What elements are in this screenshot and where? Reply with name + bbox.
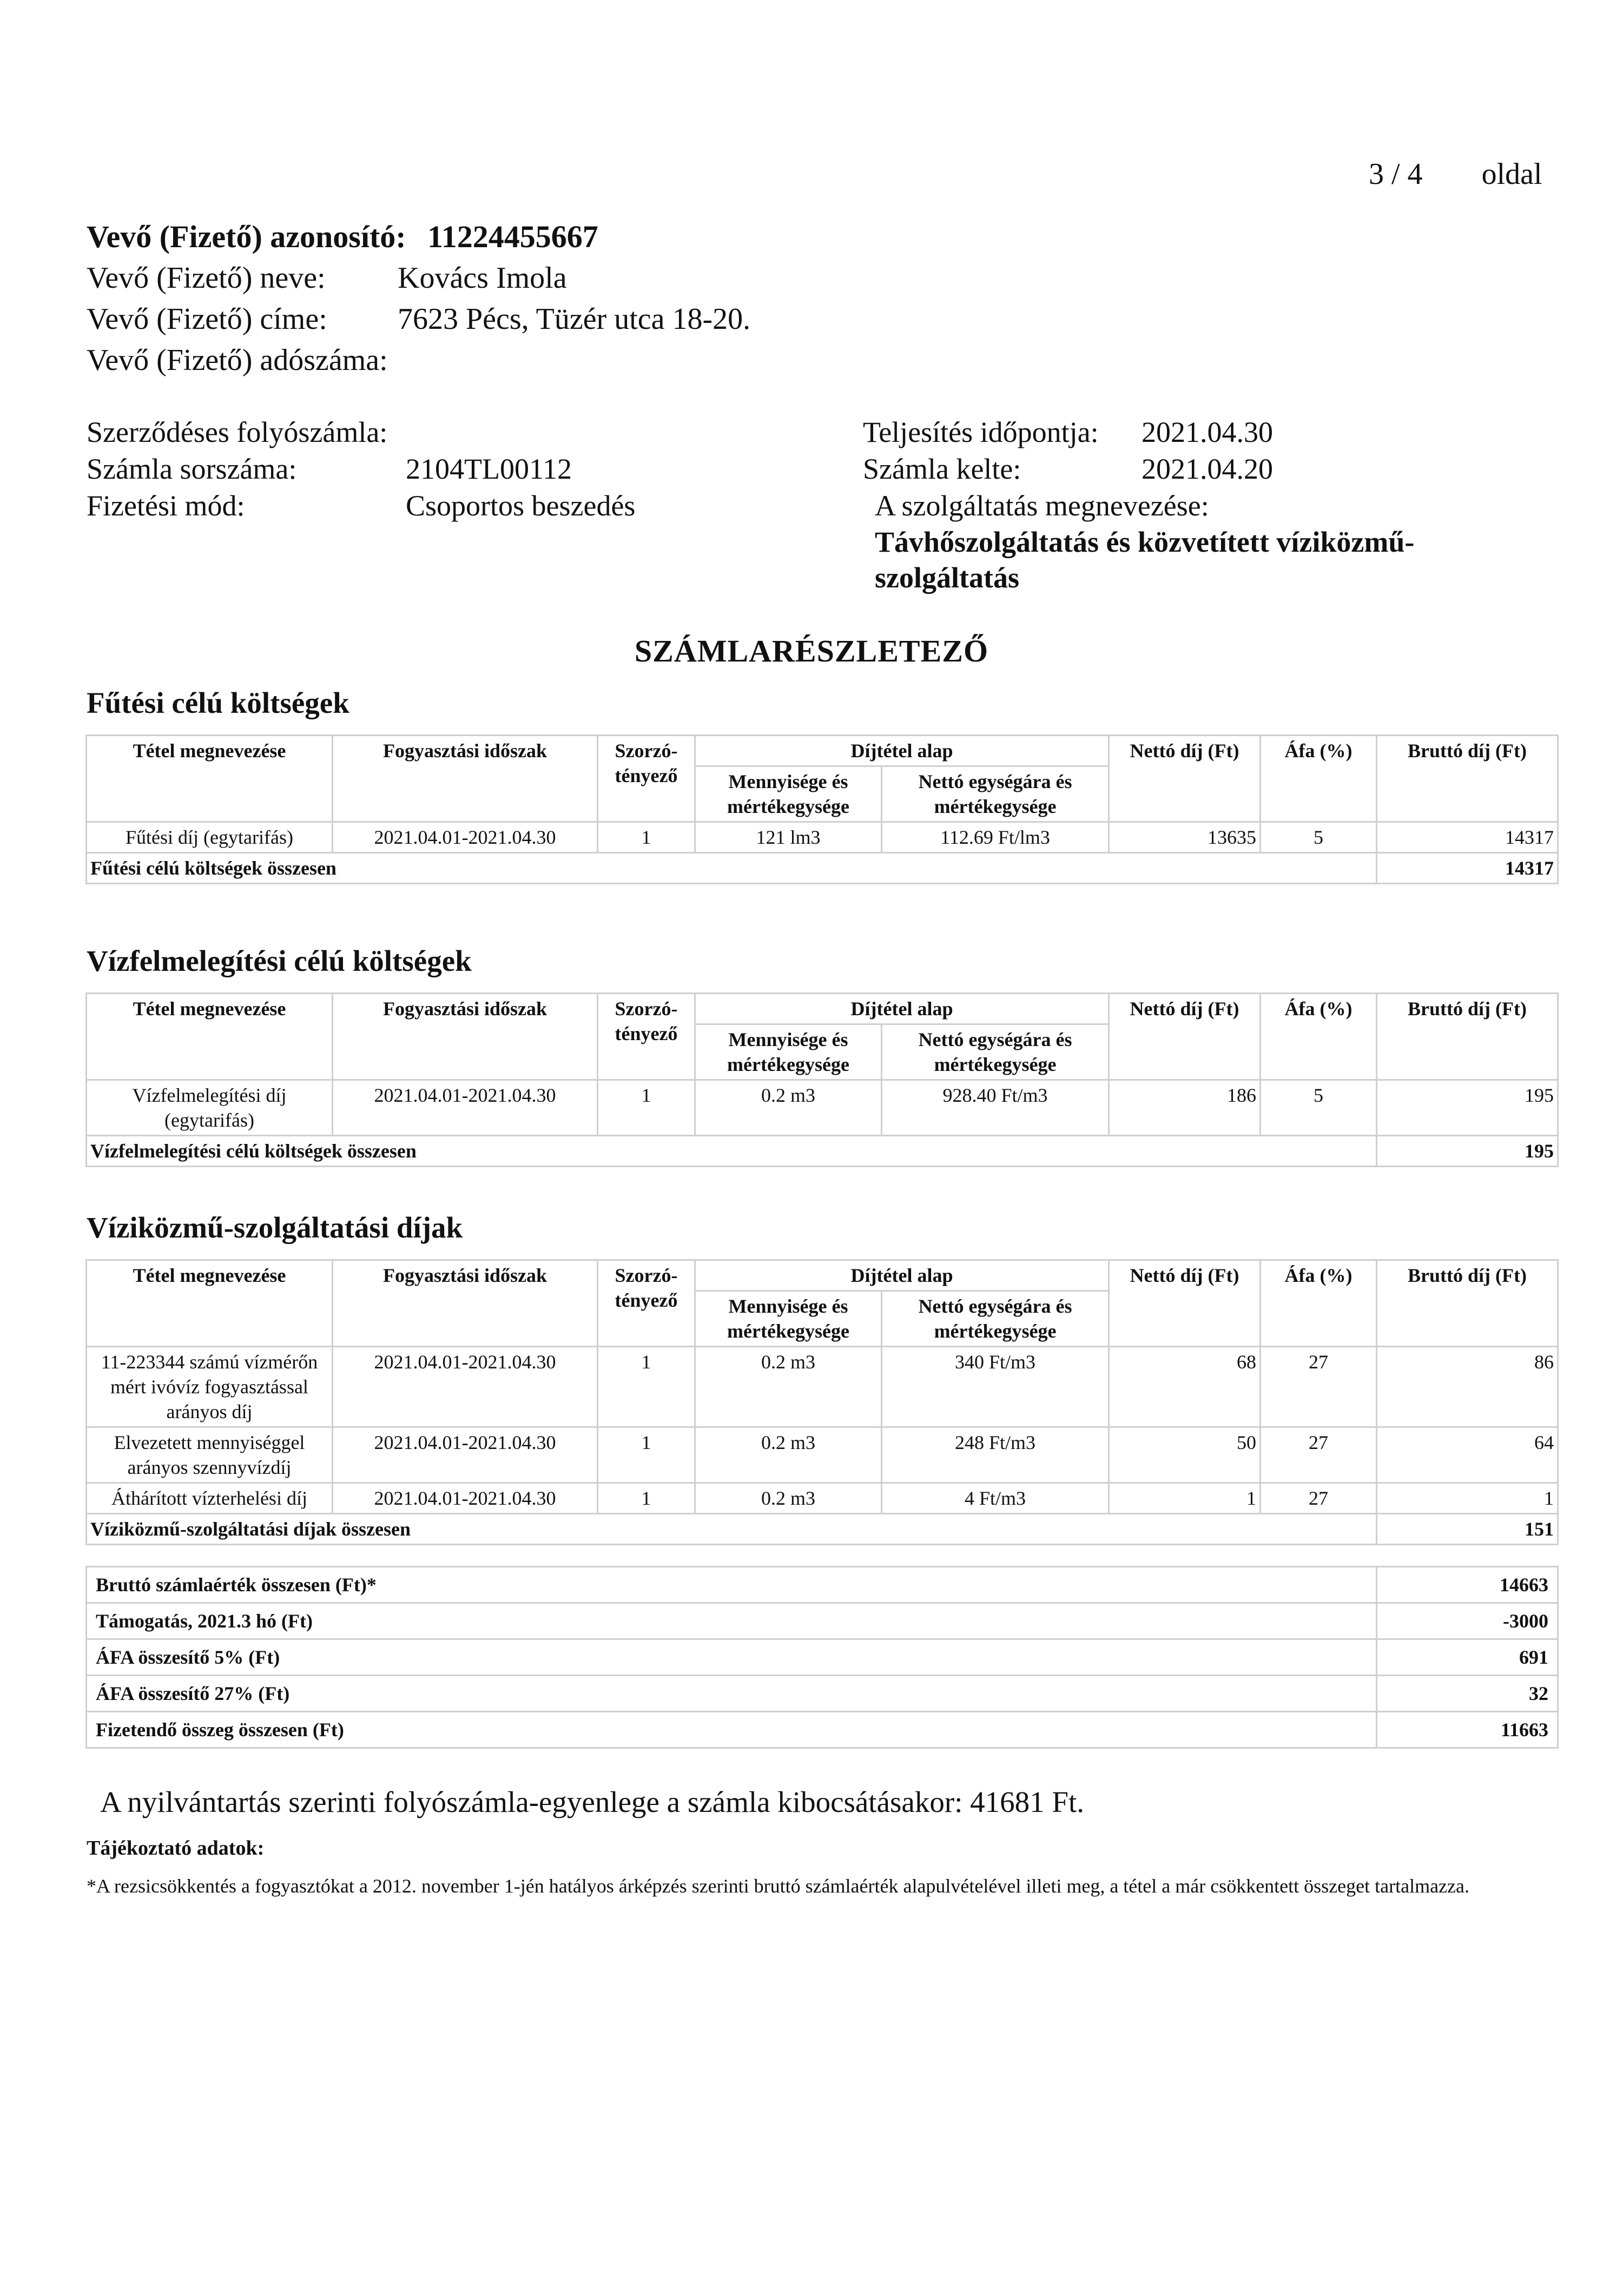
- buyer-tax-row: [87, 340, 750, 381]
- cell-net: 1: [1109, 1483, 1261, 1514]
- page-label: oldal: [1481, 157, 1542, 191]
- cell-vat: 27: [1261, 1427, 1377, 1483]
- cell-period: 2021.04.01-2021.04.30: [333, 1080, 598, 1136]
- cell-net: 68: [1109, 1347, 1261, 1427]
- header-rate-base: Díjtétel alap: [695, 1260, 1109, 1291]
- summary-row: [87, 1603, 1558, 1639]
- completion-row: [863, 414, 1524, 451]
- notes-text: *A rezsicsökkentés a fogyasztókat a 2012. november 1-jén hatályos árképzés szerinti bruttó számlaérték alapulvételével illeti meg, a tétel a már csökkentett összeget tartalmazza.: [87, 1875, 1469, 1897]
- table-header-row: [87, 736, 1558, 766]
- cell-multiplier: 1: [598, 1483, 695, 1514]
- cell-item: 11-223344 számú vízmérőn mért ivóvíz fogyasztással arányos díj: [87, 1347, 333, 1427]
- buyer-tax-label: Vevő (Fizető) adószáma:: [87, 343, 388, 377]
- buyer-id-label: Vevő (Fizető) azonosító:: [87, 219, 406, 254]
- summary-row: [87, 1567, 1558, 1603]
- table-header-row: [87, 1260, 1558, 1291]
- header-multiplier: Szorzó-tényező: [598, 1260, 695, 1347]
- summary-value: -3000: [1377, 1603, 1558, 1639]
- invoice-number: 2104TL00112: [406, 453, 572, 485]
- buyer-name-label: Vevő (Fizető) neve:: [87, 261, 326, 295]
- completion-date: 2021.04.30: [1142, 416, 1273, 448]
- cell-quantity: 0.2 m3: [695, 1483, 882, 1514]
- total-label: Vízfelmelegítési célú költségek összesen: [87, 1136, 1377, 1167]
- invoice-number-label: Számla sorszáma:: [87, 453, 297, 485]
- notes-title: Tájékoztató adatok:: [87, 1837, 265, 1860]
- header-quantity: Mennyisége és mértékegysége: [695, 1024, 882, 1080]
- header-item: Tétel megnevezése: [87, 1260, 333, 1347]
- document-title: SZÁMLARÉSZLETEZŐ: [634, 633, 989, 669]
- header-gross: Bruttó díj (Ft): [1377, 736, 1558, 822]
- cell-quantity: 0.2 m3: [695, 1427, 882, 1483]
- invoice-info-left: [87, 414, 635, 524]
- summary-row: [87, 1639, 1558, 1676]
- cell-vat: 27: [1261, 1347, 1377, 1427]
- cell-net: 13635: [1109, 822, 1261, 853]
- payment-method: Csoportos beszedés: [406, 489, 636, 522]
- header-net: Nettó díj (Ft): [1109, 736, 1261, 822]
- summary-table: [85, 1566, 1559, 1749]
- header-rate-base: Díjtétel alap: [695, 736, 1109, 766]
- summary-label: ÁFA összesítő 5% (Ft): [87, 1639, 1377, 1676]
- account-balance: A nyilvántartás szerinti folyószámla-egyenlege a számla kibocsátásakor: 41681 Ft.: [100, 1785, 1085, 1818]
- cell-period: 2021.04.01-2021.04.30: [333, 822, 598, 853]
- service-label: A szolgáltatás megnevezése:: [875, 489, 1209, 522]
- table-total-row: [87, 1136, 1558, 1167]
- buyer-name: Kovács Imola: [398, 261, 567, 295]
- header-unit-price: Nettó egységára és mértékegysége: [882, 1024, 1109, 1080]
- total-label: Víziközmű-szolgáltatási díjak összesen: [87, 1514, 1377, 1545]
- cell-gross: 1: [1377, 1483, 1558, 1514]
- header-quantity: Mennyisége és mértékegysége: [695, 766, 882, 822]
- header-gross: Bruttó díj (Ft): [1377, 1260, 1558, 1347]
- table-row: [87, 1427, 1558, 1483]
- cell-item: Elvezetett mennyiséggel arányos szennyvízdíj: [87, 1427, 333, 1483]
- table-row: [87, 822, 1558, 853]
- header-period: Fogyasztási időszak: [333, 736, 598, 822]
- cell-unit-price: 112.69 Ft/lm3: [882, 822, 1109, 853]
- account-row: [87, 414, 635, 451]
- header-vat: Áfa (%): [1261, 994, 1377, 1080]
- table-total-row: [87, 853, 1558, 884]
- cell-net: 186: [1109, 1080, 1261, 1136]
- buyer-info: [87, 216, 750, 381]
- section-title-water-heating: Vízfelmelegítési célú költségek: [87, 944, 472, 977]
- header-vat: Áfa (%): [1261, 736, 1377, 822]
- cell-item: Áthárított vízterhelési díj: [87, 1483, 333, 1514]
- total-value: 195: [1377, 1136, 1558, 1167]
- cell-unit-price: 340 Ft/m3: [882, 1347, 1109, 1427]
- account-label: Szerződéses folyószámla:: [87, 416, 388, 448]
- cell-quantity: 0.2 m3: [695, 1347, 882, 1427]
- payment-label: Fizetési mód:: [87, 489, 245, 522]
- buyer-id-row: [87, 216, 750, 257]
- buyer-name-row: [87, 257, 750, 299]
- header-unit-price: Nettó egységára és mértékegysége: [882, 766, 1109, 822]
- header-item: Tétel megnevezése: [87, 994, 333, 1080]
- table-water-heating: [85, 992, 1559, 1167]
- total-value: 151: [1377, 1514, 1558, 1545]
- table-row: [87, 1080, 1558, 1136]
- cell-unit-price: 248 Ft/m3: [882, 1427, 1109, 1483]
- table-row: [87, 1347, 1558, 1427]
- payment-row: [87, 487, 635, 524]
- header-gross: Bruttó díj (Ft): [1377, 994, 1558, 1080]
- service-name: Távhőszolgáltatás és közvetített víziközmű-szolgáltatás: [875, 526, 1415, 594]
- total-value: 14317: [1377, 853, 1558, 884]
- cell-item: Fűtési díj (egytarifás): [87, 822, 333, 853]
- issued-date: 2021.04.20: [1142, 453, 1273, 485]
- cell-gross: 86: [1377, 1347, 1558, 1427]
- completion-label: Teljesítés időpontja:: [863, 416, 1099, 448]
- summary-value: 32: [1377, 1676, 1558, 1712]
- cell-gross: 14317: [1377, 822, 1558, 853]
- table-total-row: [87, 1514, 1558, 1545]
- cell-period: 2021.04.01-2021.04.30: [333, 1427, 598, 1483]
- cell-multiplier: 1: [598, 822, 695, 853]
- summary-label: Bruttó számlaérték összesen (Ft)*: [87, 1567, 1377, 1603]
- table-row: [87, 1483, 1558, 1514]
- cell-gross: 64: [1377, 1427, 1558, 1483]
- cell-unit-price: 928.40 Ft/m3: [882, 1080, 1109, 1136]
- cell-period: 2021.04.01-2021.04.30: [333, 1347, 598, 1427]
- cell-vat: 5: [1261, 822, 1377, 853]
- summary-row: [87, 1676, 1558, 1712]
- header-unit-price: Nettó egységára és mértékegysége: [882, 1291, 1109, 1347]
- header-period: Fogyasztási időszak: [333, 994, 598, 1080]
- section-title-water-utility: Víziközmű-szolgáltatási díjak: [87, 1211, 463, 1244]
- header-item: Tétel megnevezése: [87, 736, 333, 822]
- invoice-info-right: [863, 414, 1524, 595]
- cell-net: 50: [1109, 1427, 1261, 1483]
- cell-unit-price: 4 Ft/m3: [882, 1483, 1109, 1514]
- header-net: Nettó díj (Ft): [1109, 1260, 1261, 1347]
- cell-vat: 5: [1261, 1080, 1377, 1136]
- summary-row: [87, 1712, 1558, 1748]
- buyer-address: 7623 Pécs, Tüzér utca 18-20.: [398, 302, 751, 336]
- cell-multiplier: 1: [598, 1080, 695, 1136]
- page-number: [1369, 157, 1542, 191]
- header-net: Nettó díj (Ft): [1109, 994, 1261, 1080]
- issued-row: [863, 451, 1524, 487]
- invoice-number-row: [87, 451, 635, 487]
- page-counter: 3 / 4: [1369, 157, 1423, 191]
- issued-label: Számla kelte:: [863, 453, 1021, 485]
- cell-item: Vízfelmelegítési díj (egytarifás): [87, 1080, 333, 1136]
- summary-label: ÁFA összesítő 27% (Ft): [87, 1676, 1377, 1712]
- header-quantity: Mennyisége és mértékegysége: [695, 1291, 882, 1347]
- summary-value: 691: [1377, 1639, 1558, 1676]
- buyer-id: 11224455667: [427, 219, 598, 254]
- table-water-utility: [85, 1259, 1559, 1545]
- cell-vat: 27: [1261, 1483, 1377, 1514]
- buyer-address-label: Vevő (Fizető) címe:: [87, 302, 327, 336]
- cell-gross: 195: [1377, 1080, 1558, 1136]
- header-multiplier: Szorzó-tényező: [598, 736, 695, 822]
- cell-period: 2021.04.01-2021.04.30: [333, 1483, 598, 1514]
- buyer-address-row: [87, 299, 750, 340]
- total-label: Fűtési célú költségek összesen: [87, 853, 1377, 884]
- summary-label: Támogatás, 2021.3 hó (Ft): [87, 1603, 1377, 1639]
- summary-value: 14663: [1377, 1567, 1558, 1603]
- cell-quantity: 121 lm3: [695, 822, 882, 853]
- header-rate-base: Díjtétel alap: [695, 994, 1109, 1024]
- summary-label: Fizetendő összeg összesen (Ft): [87, 1712, 1377, 1748]
- summary-value: 11663: [1377, 1712, 1558, 1748]
- table-header-row: [87, 994, 1558, 1024]
- cell-multiplier: 1: [598, 1427, 695, 1483]
- cell-quantity: 0.2 m3: [695, 1080, 882, 1136]
- header-multiplier: Szorzó-tényező: [598, 994, 695, 1080]
- cell-multiplier: 1: [598, 1347, 695, 1427]
- table-heating: [85, 735, 1559, 884]
- header-vat: Áfa (%): [1261, 1260, 1377, 1347]
- header-period: Fogyasztási időszak: [333, 1260, 598, 1347]
- section-title-heating: Fűtési célú költségek: [87, 686, 349, 719]
